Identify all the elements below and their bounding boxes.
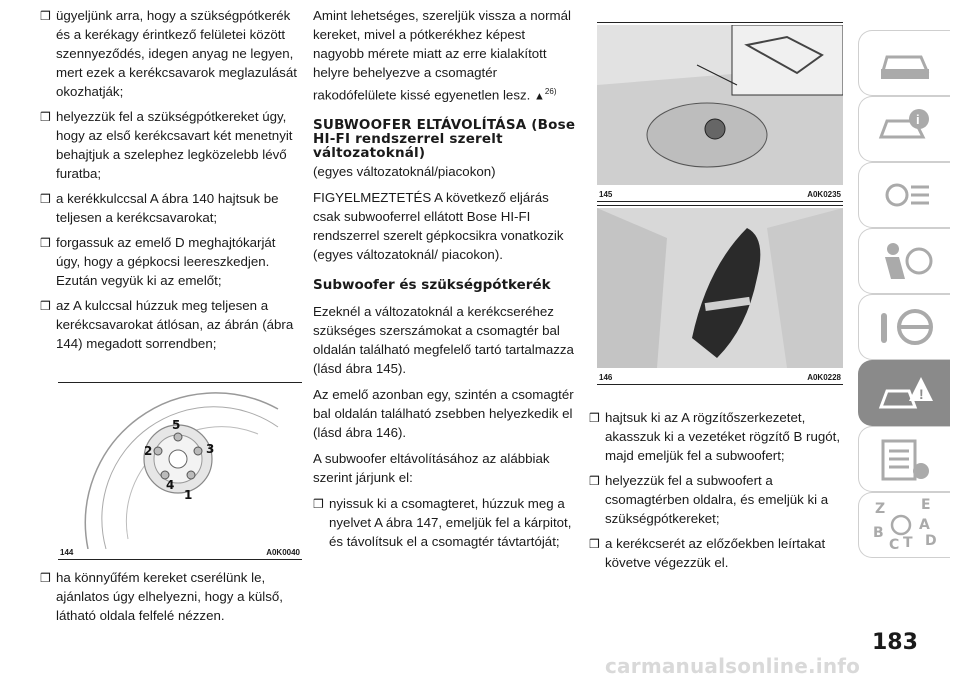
figure-caption: 144 A0K0040 xyxy=(60,548,300,557)
page-number: 183 xyxy=(872,630,918,655)
bullet-item: ❒ helyezzük fel a szükségpótkereket úgy, hogy az első kerékcsavart két menetnyit behajtjuk a szelephez legközelebb lévő furatba; xyxy=(40,109,293,181)
column-3 xyxy=(589,408,851,578)
trunk-tool-holder-illustration xyxy=(597,25,843,185)
car-icon[interactable] xyxy=(858,30,950,96)
nut-label: 4 xyxy=(166,478,175,492)
nut-label: 3 xyxy=(206,442,215,456)
bullet-item: ❒ ügyeljünk arra, hogy a szükségpótkerék és a kerékagy érintkező felületei között szennyeződés, idegen anyag ne legyen, mert ezek a kerékcsavarok meglazulását okozhatják; xyxy=(40,8,297,99)
bullet-item: ❒ ha könnyűfém kereket cserélünk le, ajánlatos úgy elhelyezni, hogy a külső, látható oldala felfelé nézzen. xyxy=(40,570,283,623)
nut-label: 1 xyxy=(184,488,193,502)
maintenance-list-icon[interactable] xyxy=(858,426,950,492)
nut-label: 2 xyxy=(144,444,153,458)
index-icon[interactable] xyxy=(858,492,950,558)
jack-pocket-illustration xyxy=(597,208,843,368)
svg-text:C: C xyxy=(889,537,900,553)
svg-text:E: E xyxy=(921,497,931,513)
column-1 xyxy=(40,6,302,359)
figure-146 xyxy=(597,205,843,385)
figure-144 xyxy=(58,382,302,560)
bullet-item: ❒ a kerékcserét az előzőekben leírtakat követve végezzük el. xyxy=(589,536,826,570)
bullet-item: ❒ helyezzük fel a subwoofert a csomagtérben oldalra, és emeljük ki a szükségpótkereket; xyxy=(589,473,829,526)
svg-text:T: T xyxy=(903,535,913,551)
bullet-item: ❒ nyissuk ki a csomagteret, húzzuk meg a nyelvet A ábra 147, emeljük fel a kárpitot, és távolítsuk el a csomagtér távtartóját; xyxy=(313,496,572,550)
subsection-heading: Subwoofer és szükségpótkerék xyxy=(313,277,551,294)
figure-caption: 146 A0K0228 xyxy=(599,373,841,382)
watermark: carmanualsonline.info xyxy=(605,654,861,678)
svg-text:D: D xyxy=(925,533,937,549)
svg-text:i: i xyxy=(916,112,920,127)
column-2 xyxy=(313,6,577,557)
intro-paragraph: Amint lehetséges, szereljük vissza a normál kereket, mivel a pótkerékhez képest nagyobb mérete miatt az erre kialakított helyre behelyezve a csomagtér rakodófelülete kissé egyenetlen lesz. ▲$^{26)}$ xyxy=(313,8,571,103)
warning-paragraph: FIGYELMEZTETÉS A következő eljárás csak subwooferrel ellátott Bose HI-FI rendszerrel szerelt gépkocsikra vonatkozik (egyes változatoknál/ piacokon). xyxy=(313,190,564,263)
warning-light-icon[interactable] xyxy=(858,162,950,228)
paragraph: A subwoofer eltávolításához az alábbiak szerint járjunk el: xyxy=(313,451,550,486)
bullet-item: ❒ az A kulccsal húzzuk meg teljesen a kerékcsavarokat átlósan, az ábrán (ábra 144) megadott sorrendben; xyxy=(40,298,294,351)
bullet-item: ❒ hajtsuk ki az A rögzítőszerkezetet, akasszuk ki a vezetéket rögzítő B rugót, majd emeljük fel a subwoofert; xyxy=(589,410,841,463)
steering-wheel-icon[interactable] xyxy=(858,294,950,360)
svg-text:Z: Z xyxy=(875,501,886,517)
warning-triangle-icon: ▲ xyxy=(534,90,545,103)
figure-caption: 145 A0K0235 xyxy=(599,190,841,199)
heading-note: (egyes változatoknál/piacokon) xyxy=(313,164,496,180)
wheel-nut-sequence-illustration xyxy=(58,389,302,549)
figure-145 xyxy=(597,22,843,202)
seat-airbag-icon[interactable] xyxy=(858,228,950,294)
paragraph: Ezeknél a változatoknál a kerékcseréhez szükséges szerszámokat a csomagtér bal oldalán található megfelelő tartó tartalmazza (lásd ábra 145). xyxy=(313,304,574,377)
svg-text:A: A xyxy=(919,517,930,533)
paragraph: Az emelő azonban egy, szintén a csomagtér bal oldalán található zsebben helyezkedik el (lásd ábra 146). xyxy=(313,387,574,441)
breakdown-warning-icon[interactable] xyxy=(858,360,950,426)
bullet-item: ❒ a kerékkulccsal A ábra 140 hajtsuk be teljesen a kerékcsavarokat; xyxy=(40,191,279,225)
bullet-item: ❒ forgassuk az emelő D meghajtókarját úgy, hogy a gépkocsi leereszkedjen. Ezután vegyük ki az emelőt; xyxy=(40,235,276,288)
svg-text:B: B xyxy=(873,525,884,541)
section-heading: SUBWOOFER ELTÁVOLÍTÁSA (Bose HI-FI rendszerrel szerelt változatoknál) xyxy=(313,117,576,162)
nut-label: 5 xyxy=(172,418,181,432)
info-icon[interactable] xyxy=(858,96,950,162)
svg-text:!: ! xyxy=(919,386,924,402)
column-1-bottom xyxy=(40,568,302,631)
